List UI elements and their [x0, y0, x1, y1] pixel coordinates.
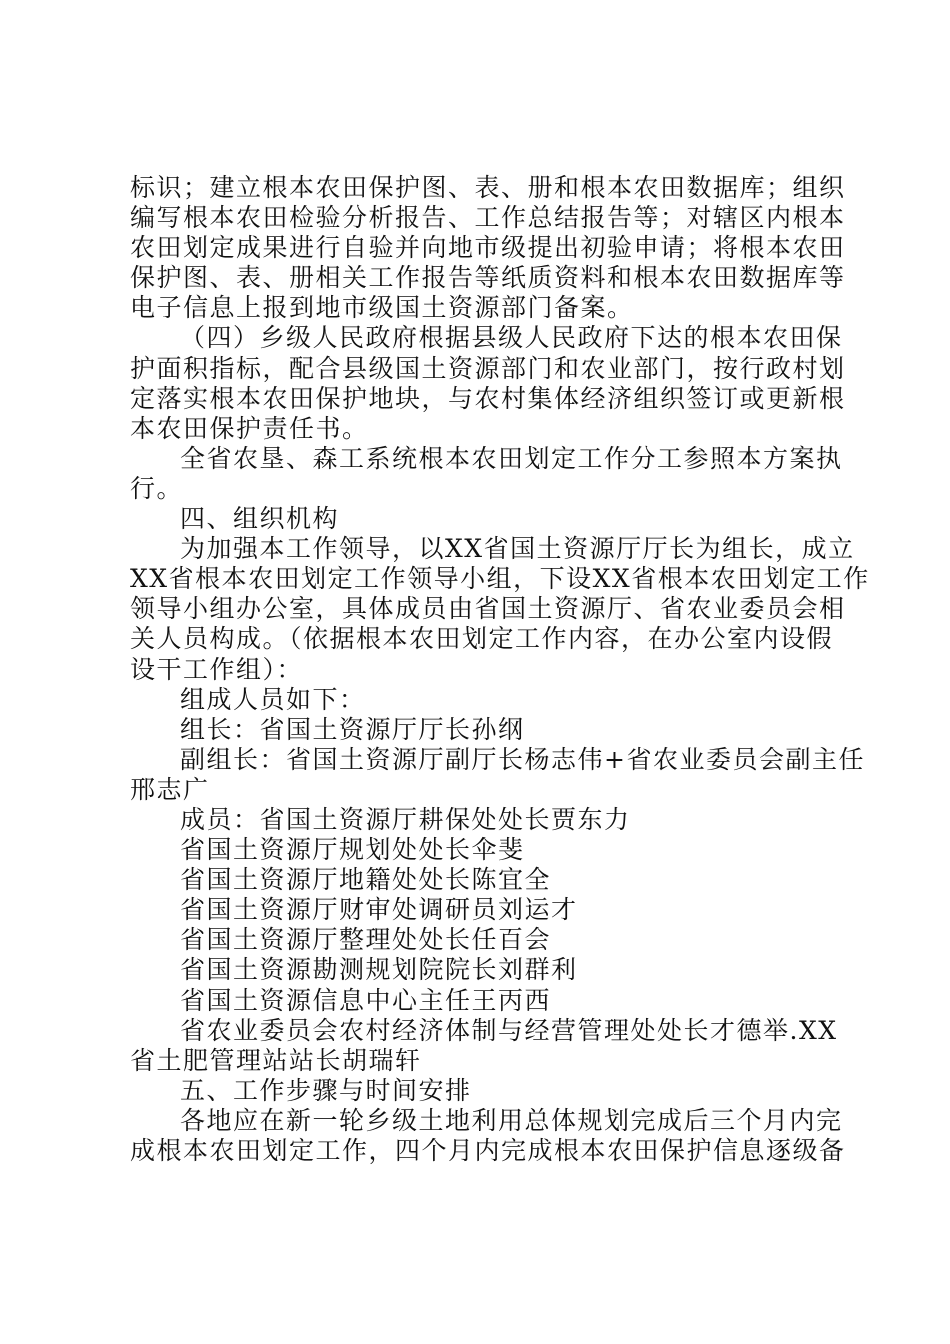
text-line: 省国土资源厅财审处调研员刘运才: [180, 895, 578, 925]
text-line: 定落实根本农田保护地块，与农村集体经济组织签订或更新根: [130, 383, 846, 413]
text-line: 护面积指标，配合县级国土资源部门和农业部门，按行政村划: [130, 353, 846, 383]
text-line: 设干工作组）：: [130, 654, 304, 684]
paragraph: [130, 865, 820, 895]
text-line: 省土肥管理站站长胡瑞轩: [130, 1045, 422, 1075]
text-line: 组长：省国土资源厅厅长孙纲: [180, 714, 525, 744]
text-line: 副组长：省国土资源厅副厅长杨志伟+省农业委员会副主任: [180, 744, 865, 774]
text-line: 标识；建立根本农田保护图、表、册和根本农田数据库；组织: [130, 173, 846, 202]
text-line: 四、组织机构: [180, 504, 340, 534]
text-line: 为加强本工作领导，以XX省国土资源厅厅长为组长，成立: [180, 534, 855, 564]
text-line: XX省根本农田划定工作领导小组，下设XX省根本农田划定工作: [130, 564, 870, 594]
text-line: 省国土资源信息中心主任王丙西: [180, 985, 552, 1015]
paragraph: [130, 504, 820, 534]
document-body: [130, 173, 870, 1166]
text-line: （四）乡级人民政府根据县级人民政府下达的根本农田保: [180, 323, 843, 353]
paragraph: [130, 443, 843, 504]
paragraph: [130, 1076, 820, 1106]
text-line: 领导小组办公室，具体成员由省国土资源厅、省农业委员会相: [130, 594, 846, 624]
text-line: 各地应在新一轮乡级土地利用总体规划完成后三个月内完: [180, 1105, 843, 1135]
paragraph: [130, 1015, 838, 1076]
paragraph: [130, 986, 820, 1016]
paragraph: [130, 685, 820, 715]
text-line: 电子信息上报到地市级国土资源部门备案。: [130, 293, 634, 323]
text-line: 成根本农田划定工作，四个月内完成根本农田保护信息逐级备: [130, 1136, 846, 1165]
paragraph: [130, 323, 846, 443]
paragraph: [130, 835, 820, 865]
text-line: 关人员构成。（依据根本农田划定工作内容，在办公室内设假: [130, 624, 834, 654]
text-line: 全省农垦、森工系统根本农田划定工作分工参照本方案执: [180, 443, 843, 473]
text-line: 邢志广: [130, 774, 210, 804]
paragraph: [130, 173, 846, 323]
paragraph: [130, 534, 870, 684]
text-line: 省国土资源厅整理处处长任百会: [180, 925, 552, 955]
text-line: 本农田保护责任书。: [130, 413, 369, 443]
text-line: 组成人员如下：: [180, 684, 366, 714]
paragraph: [130, 925, 820, 955]
paragraph: [130, 955, 820, 985]
paragraph: [130, 744, 865, 805]
paragraph: [130, 1105, 846, 1166]
paragraph: [130, 715, 820, 745]
text-line: 编写根本农田检验分析报告、工作总结报告等；对辖区内根本: [130, 203, 846, 233]
paragraph: [130, 805, 820, 835]
text-line: 成员：省国土资源厅耕保处处长贾东力: [180, 804, 631, 834]
text-line: 省国土资源厅规划处处长伞斐: [180, 835, 525, 865]
text-line: 农田划定成果进行自验并向地市级提出初验申请；将根本农田: [130, 233, 846, 263]
text-line: 五、工作步骤与时间安排: [180, 1075, 472, 1105]
text-line: 保护图、表、册相关工作报告等纸质资料和根本农田数据库等: [130, 263, 846, 293]
text-line: 行。: [130, 473, 184, 503]
paragraph: [130, 895, 820, 925]
text-line: 省国土资源厅地籍处处长陈宜全: [180, 865, 552, 895]
text-line: 省农业委员会农村经济体制与经营管理处处长才德举.XX: [180, 1015, 838, 1045]
text-line: 省国土资源勘测规划院院长刘群利: [180, 955, 578, 985]
